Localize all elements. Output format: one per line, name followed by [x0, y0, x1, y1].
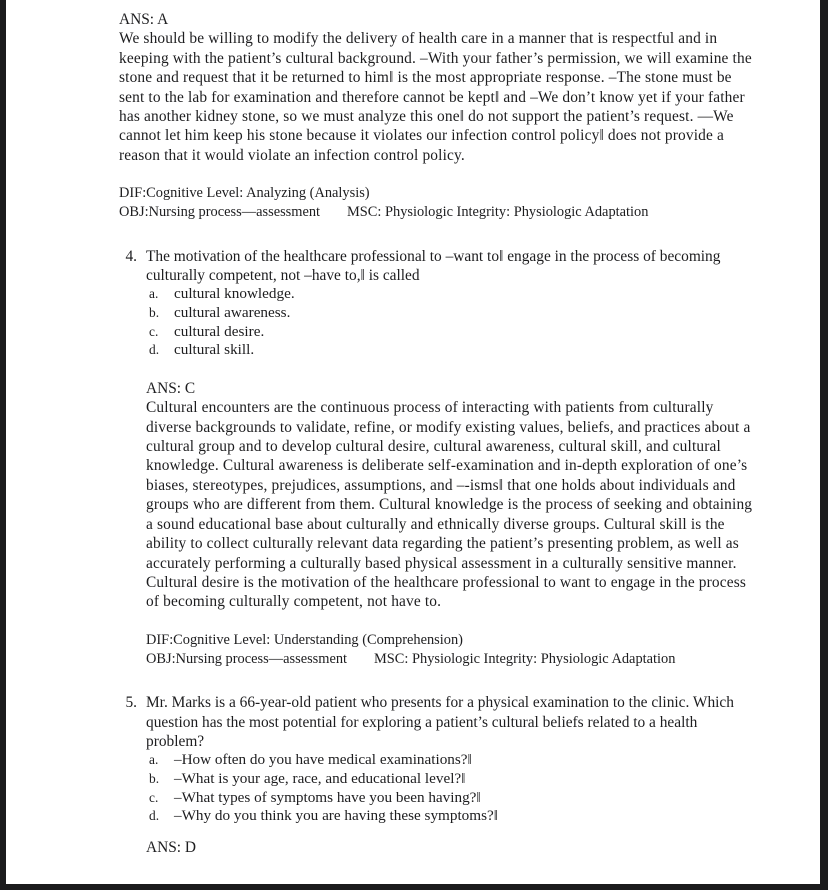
question-item-4: [119, 247, 759, 669]
question-body-5: [146, 693, 759, 857]
metadata-q4: [146, 631, 759, 669]
spacer: [146, 826, 759, 838]
choice-letter: d.: [149, 808, 160, 824]
choice-option[interactable]: [146, 285, 759, 304]
choice-text: ‒What types of symptoms have you been having?‖: [174, 788, 481, 806]
spacer: [119, 165, 759, 184]
document-page: [6, 0, 820, 884]
choice-list-5: [146, 751, 759, 825]
obj-value-q4: OBJ:Nursing process—assessment: [146, 650, 348, 667]
choice-letter: c.: [149, 789, 159, 805]
question-number-4: 4.: [125, 247, 137, 265]
question-item-5: [119, 693, 759, 857]
choice-letter: b.: [149, 770, 160, 786]
choice-text: cultural knowledge.: [174, 285, 295, 303]
obj-value-q3: OBJ:Nursing process—assessment: [119, 204, 321, 221]
spacer: [119, 223, 759, 247]
choice-option[interactable]: [146, 807, 759, 826]
choice-option[interactable]: [146, 341, 759, 360]
choice-text: ‒How often do you have medical examinations?‖: [174, 751, 472, 769]
choice-text: cultural skill.: [174, 341, 255, 359]
choice-letter: b.: [149, 305, 160, 321]
answer-block-q3: [119, 10, 759, 165]
metadata-row-dif: [119, 184, 759, 203]
msc-value-q4: MSC: Physiologic Integrity: Physiologic Adaptation: [374, 650, 676, 667]
choice-letter: d.: [149, 342, 160, 358]
answer-label-q3: ANS: A: [119, 11, 169, 28]
spacer: [146, 360, 759, 379]
dif-value-q4: DIF:Cognitive Level: Understanding (Comprehension): [146, 631, 463, 648]
question-stem-5: Mr. Marks is a 66-year-old patient who presents for a physical examination to the clinic. Which question has the most potential for exploring a patient’s cultural beliefs related to a health problem?: [146, 694, 734, 750]
choice-option[interactable]: [146, 304, 759, 323]
answer-label-q5: ANS: D: [146, 838, 197, 856]
answer-label-q4: ANS: C: [146, 379, 196, 397]
choice-list-4: [146, 285, 759, 359]
question-number-5: 5.: [125, 694, 137, 712]
spacer: [119, 669, 759, 693]
metadata-row-obj-msc: [119, 203, 759, 222]
choice-option[interactable]: [146, 770, 759, 789]
document-text-column: [119, 10, 759, 857]
question-body-4: [146, 247, 759, 669]
rationale-q4: Cultural encounters are the continuous process of interacting with patients from culturally diverse backgrounds to validate, refine, or modify existing values, beliefs, and practices about a cultural group and to develop cultural desire, cultural awareness, cultural skill, and cultural knowledge. Cultural awareness is deliberate self-examination and in-depth exploration of one’s biases, stereotypes, prejudices, assumptions, and ‒-isms‖ that one holds about individuals and groups who are different from them. Cultural knowledge is the process of seeking and obtaining a sound educational base about culturally and ethnically diverse groups. Cultural skill is the ability to collect culturally relevant data regarding the patient’s presenting problem, as well as accurately performing a culturally based physical assessment in a culturally sensitive manner. Cultural desire is the motivation of the healthcare professional to want to engage in the process of becoming culturally competent, not have to.: [146, 399, 753, 611]
choice-text: ‒What is your age, race, and educational level?‖: [174, 769, 466, 787]
choice-text: ‒Why do you think you are having these symptoms?‖: [174, 807, 498, 825]
question-stem-4: The motivation of the healthcare professional to ‒want to‖ engage in the process of becoming culturally competent, not ‒have to,‖ is called: [146, 247, 721, 285]
choice-option[interactable]: [146, 323, 759, 342]
metadata-row-dif: [146, 631, 759, 650]
choice-letter: c.: [149, 323, 159, 339]
choice-text: cultural awareness.: [174, 304, 291, 322]
metadata-row-obj-msc: [146, 650, 759, 669]
msc-value-q3: MSC: Physiologic Integrity: Physiologic Adaptation: [347, 204, 649, 221]
choice-letter: a.: [149, 286, 159, 302]
spacer: [146, 612, 759, 631]
rationale-q3: We should be willing to modify the delivery of health care in a manner that is respectful and in keeping with the patient’s cultural background. ‒With your father’s permission, we will examine the stone and request that it be returned to him‖ is the most appropriate response. ‒The stone must be sent to the lab for examination and therefore cannot be kept‖ and ‒We don’t know yet if your father has another kidney stone, so we must analyze this one‖ do not support the patient’s request. —We cannot let him keep his stone because it violates our infection control policy‖ does not provide a reason that it would violate an infection control policy.: [119, 30, 752, 164]
choice-option[interactable]: [146, 751, 759, 770]
choice-option[interactable]: [146, 789, 759, 808]
choice-letter: a.: [149, 752, 159, 768]
dif-value-q3: DIF:Cognitive Level: Analyzing (Analysis): [119, 185, 370, 202]
metadata-q3: [119, 184, 759, 222]
choice-text: cultural desire.: [174, 322, 265, 340]
